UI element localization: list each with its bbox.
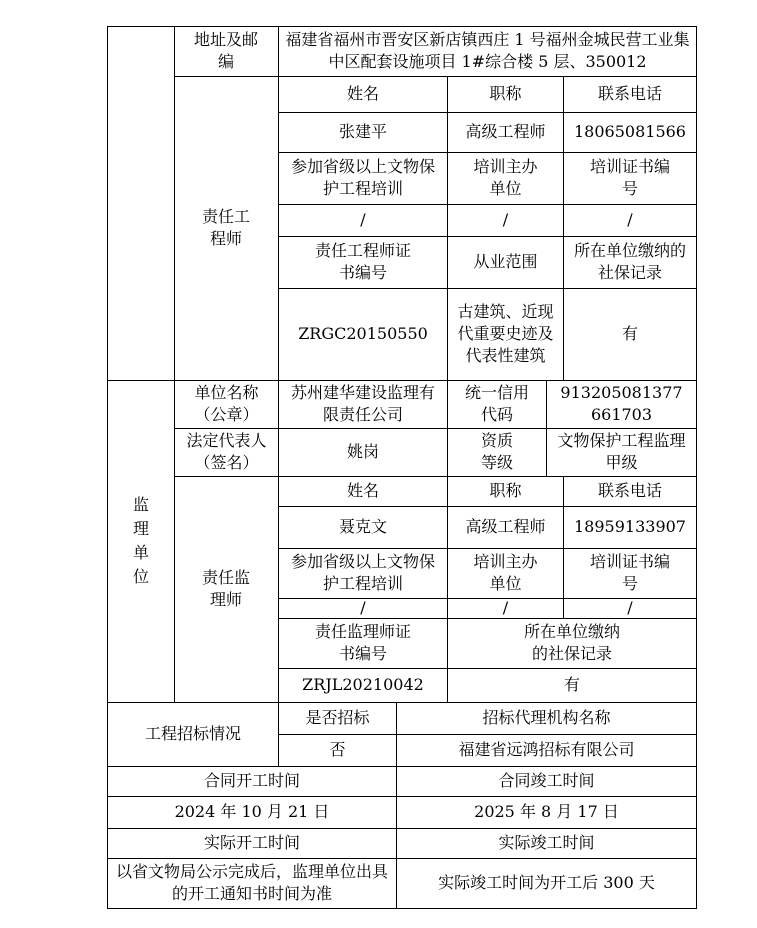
- actual-start-value: 以省文物局公示完成后，监理单位出具的开工通知书时间为准: [116, 862, 389, 903]
- engineer-training-label: 参加省级以上文物保护工程培训: [291, 157, 436, 198]
- supervisor-name: 聂克文: [338, 517, 387, 536]
- supervision-credit-code-label: 统一信用代码: [464, 383, 529, 424]
- supervisor-title: 高级工程师: [465, 517, 546, 536]
- supervision-credit-code-value: 913205081377661703: [560, 383, 683, 424]
- supervisor-training-value: /: [360, 598, 366, 617]
- engineer-training-org-value: /: [502, 210, 509, 229]
- supervisor-col-title: 职称: [489, 481, 522, 500]
- supervisor-phone: 18959133907: [574, 517, 686, 536]
- supervisor-training-cert-value: /: [627, 598, 633, 617]
- supervisor-social-label: 所在单位缴纳的社保记录: [523, 622, 620, 663]
- supervisor-col-name: 姓名: [346, 481, 379, 500]
- engineer-cert-no-value: ZRGC20150550: [298, 324, 428, 343]
- contract-end-value: 2025 年 8 月 17 日: [474, 802, 619, 821]
- engineer-phone: 18065081566: [574, 122, 686, 141]
- line: [174, 26, 175, 702]
- supervision-legal-rep-value: 姚岗: [346, 442, 379, 461]
- engineer-section-label: 责任工程师: [201, 207, 250, 248]
- supervisor-training-org-label: 培训主办单位: [473, 552, 538, 593]
- engineer-training-cert-value: /: [627, 210, 633, 229]
- contract-start-label: 合同开工时间: [203, 771, 300, 790]
- supervisor-training-cert-label: 培训证书编号: [590, 552, 671, 593]
- bidding-agency-value: 福建省远鸿招标有限公司: [458, 740, 635, 759]
- supervision-unit-name-value: 苏州建华建设监理有限责任公司: [290, 383, 435, 424]
- supervision-section-label: 监理单位: [132, 495, 149, 586]
- supervision-legal-rep-label: 法定代表人（签名）: [186, 431, 267, 472]
- engineer-scope-value: 古建筑、近现代重要史迹及代表性建筑: [457, 302, 554, 365]
- supervision-qualification-value: 文物保护工程监理甲级: [557, 431, 686, 472]
- supervision-qualification-label: 资质等级: [480, 431, 513, 472]
- border-bottom: [107, 908, 697, 909]
- supervisor-training-label: 参加省级以上文物保护工程培训: [291, 552, 436, 593]
- engineer-training-org-label: 培训主办单位: [473, 157, 538, 198]
- engineer-social-label: 所在单位缴纳的社保记录: [574, 241, 687, 282]
- bidding-is-bid-value: 否: [329, 740, 346, 759]
- supervisor-social-value: 有: [563, 675, 580, 694]
- actual-end-label: 实际竣工时间: [498, 833, 595, 852]
- contract-start-value: 2024 年 10 月 21 日: [174, 802, 330, 821]
- bidding-is-bid-label: 是否招标: [305, 708, 370, 727]
- engineer-social-value: 有: [621, 324, 638, 343]
- engineer-title: 高级工程师: [465, 122, 546, 141]
- engineer-col-title: 职称: [489, 84, 522, 103]
- actual-end-value: 实际竣工时间为开工后 300 天: [438, 873, 655, 892]
- address-label: 地址及邮编: [194, 30, 259, 71]
- border-right: [696, 26, 697, 909]
- bidding-agency-label: 招标代理机构名称: [482, 708, 611, 727]
- engineer-cert-no-label: 责任工程师证书编号: [314, 241, 411, 282]
- bidding-label: 工程招标情况: [144, 724, 241, 743]
- engineer-training-value: /: [360, 210, 366, 229]
- supervisor-cert-no-label: 责任监理师证书编号: [314, 622, 411, 663]
- engineer-col-name: 姓名: [346, 84, 379, 103]
- engineer-name: 张建平: [338, 122, 387, 141]
- actual-start-label: 实际开工时间: [203, 833, 300, 852]
- supervisor-training-org-value: /: [502, 598, 509, 617]
- supervisor-col-phone: 联系电话: [597, 481, 662, 500]
- address-value: 福建省福州市晋安区新店镇西庄 1 号福州金城民营工业集中区配套设施项目 1#综合楼 5 层、350012: [285, 30, 690, 71]
- contract-end-label: 合同竣工时间: [498, 771, 595, 790]
- engineer-scope-label: 从业范围: [473, 252, 538, 271]
- supervisor-cert-no-value: ZRJL20210042: [302, 675, 424, 694]
- engineer-col-phone: 联系电话: [597, 84, 662, 103]
- supervision-unit-name-label: 单位名称（公章）: [194, 383, 259, 424]
- supervisor-section-label: 责任监理师: [201, 568, 250, 609]
- engineer-training-cert-label: 培训证书编号: [590, 157, 671, 198]
